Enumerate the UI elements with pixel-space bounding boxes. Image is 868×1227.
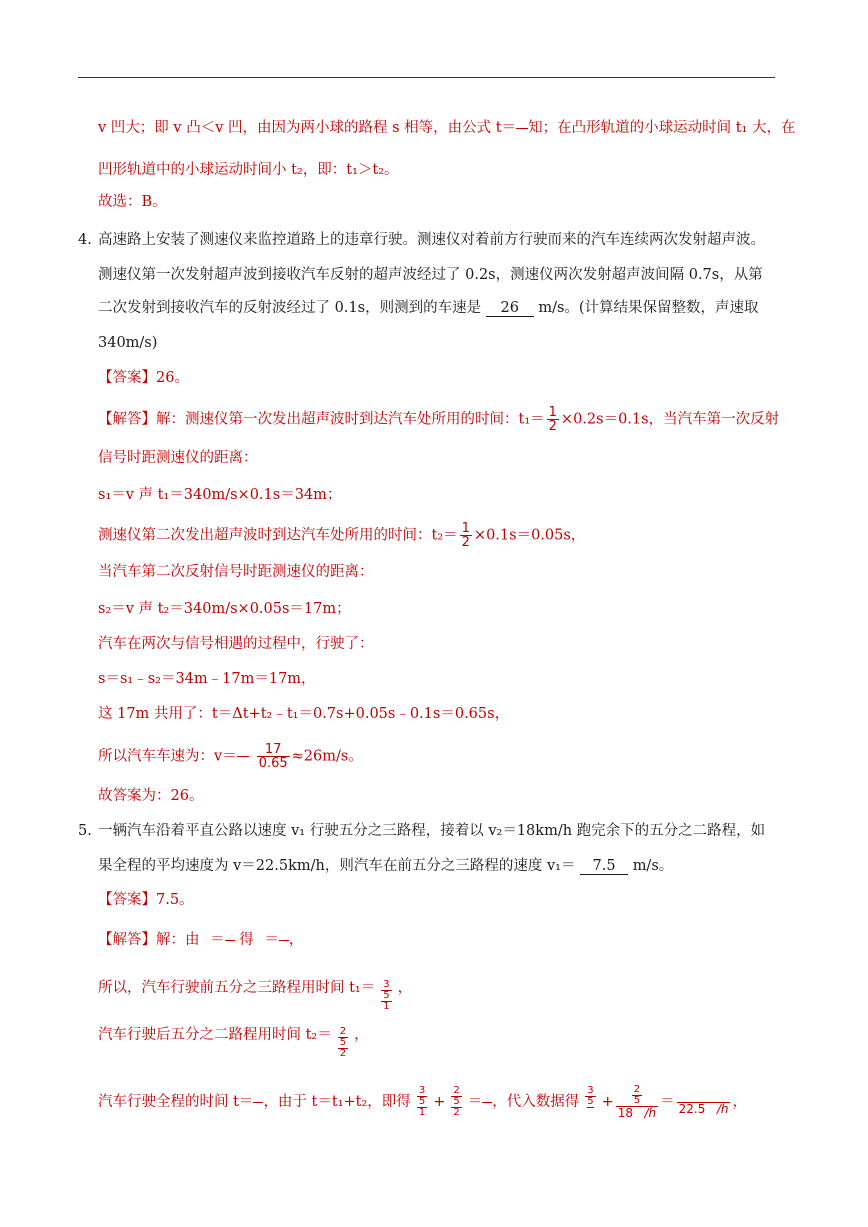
text: 测速仪第二次发出超声波时到达汽车处所用的时间：t₂＝ <box>98 527 458 544</box>
fraction-half: $\frac{1}{2}$ <box>548 405 557 434</box>
fraction-sub-1: $\frac{3}{5}$ <box>581 1086 599 1118</box>
q4-answer: 【答案】26。 <box>98 370 189 386</box>
text: ≈26m/s。 <box>291 748 363 765</box>
text: m/s。(计算结果保留整数，声速取 <box>538 300 759 316</box>
q5-solution-3: 汽车行驶后五分之二路程用时间 t₂＝ $\frac{\frac{2}{5}}{2}$ ， <box>98 1026 369 1059</box>
q4-solution-9: 这 17m 共用了：t＝Δt+t₂﹣t₁＝0.7s+0.05s﹣0.1s＝0.65s， <box>98 706 510 722</box>
fraction-t1: $\frac{\frac{3}{5}}{1}$ <box>383 979 390 1012</box>
q4-solution-4 <box>98 522 585 549</box>
q4-answer-blank: 26 <box>486 300 534 317</box>
q4-solution-3: s₁＝v 声 t₁＝340m/s×0.1s＝34m； <box>98 487 342 503</box>
text: 知；在凸形轨道的小球运动时间 t₁ 大，在 <box>528 120 796 136</box>
q5-solution-2: 所以，汽车行驶前五分之三路程用时间 t₁＝ $\frac{\frac{3}{5}}{1}$ ， <box>98 979 413 1012</box>
text: 【解答】解：由 <box>98 932 200 948</box>
q5-solution-1: 【解答】解：由 ＝ 得 ＝ ， <box>98 932 304 948</box>
q4-solution-8: s＝s₁﹣s₂＝34m﹣17m＝17m， <box>98 671 316 687</box>
q5-answer-blank: 7.5 <box>580 858 628 875</box>
fraction-sub-2: $\frac{\frac{2}{5}}{18 /h}$ <box>617 1084 657 1120</box>
q4-solution-7: 汽车在两次与信号相遇的过程中，行驶了： <box>98 636 374 652</box>
fraction-t2: $\frac{\frac{2}{5}}{2}$ <box>339 1026 347 1059</box>
q4-number: 4. <box>78 232 92 248</box>
q5-number: 5. <box>78 823 92 839</box>
q5-text-2 <box>98 856 673 876</box>
q4-text-1: 高速路上安装了测速仪来监控道路上的违章行驶。测速仪对着前方行驶而来的汽车连续两次发射超声波。 <box>98 232 765 248</box>
text: ，代入数据得 <box>492 1094 580 1110</box>
q4-text-4: 340m/s) <box>98 335 158 351</box>
header-rule <box>78 77 775 78</box>
q5-answer: 【答案】7.5。 <box>98 892 194 908</box>
fraction-speed: $\frac{17}{0.65}$ <box>258 742 288 771</box>
q5-text-1: 一辆汽车沿着平直公路以速度 v₁ 行驶五分之三路程，接着以 v₂＝18km/h 跑完余下的五分之二路程，如 <box>98 823 766 839</box>
text: m/s。 <box>632 858 674 874</box>
q4-solution-1 <box>98 406 779 433</box>
q4-text-3 <box>98 298 759 318</box>
q4-text-2: 测速仪第一次发射超声波到接收汽车反射的超声波经过了 0.2s，测速仪两次发射超声波间隔 0.7s，从第 <box>98 267 763 283</box>
q5-solution-4: 汽车行驶全程的时间 t＝ ，由于 t＝t₁+t₂，即得 $\frac{\frac{3}{5}}{1}$ + $\frac{\frac{2}{5}}{2}$ ＝ ，代入数据得 $\frac{3}{5}$ + $\frac{\frac{2}{5}}{18 /h}$ ＝ 22.5 /h ， <box>98 1084 747 1120</box>
text: ×0.2s＝0.1s，当汽车第一次反射 <box>560 411 780 428</box>
q3-conclusion: 故选：B。 <box>98 194 167 210</box>
text: 所以汽车车速为：v＝ <box>98 748 237 765</box>
text: v 凹大；即 v 凸＜v 凹，由因为两小球的路程 s 相等，由公式 t＝ <box>98 120 517 136</box>
fraction-sub-3: 22.5 /h <box>678 1101 729 1116</box>
q4-solution-5: 当汽车第二次反射信号时距测速仪的距离： <box>98 564 374 580</box>
text: 汽车行驶全程的时间 t＝ <box>98 1094 254 1110</box>
fraction-t2-term: $\frac{\frac{2}{5}}{2}$ <box>453 1085 460 1118</box>
text: 果全程的平均速度为 v＝22.5km/h，则汽车在前五分之三路程的速度 v₁＝ <box>98 858 576 874</box>
text: ，由于 t＝t₁+t₂，即得 <box>263 1094 411 1110</box>
text: ， <box>732 1094 747 1110</box>
q4-final-answer: 故答案为：26。 <box>98 788 204 804</box>
text: 【解答】解：测速仪第一次发出超声波时到达汽车处所用的时间：t₁＝ <box>98 411 545 428</box>
q4-solution-10 <box>98 743 363 770</box>
text: 汽车行驶后五分之二路程用时间 t₂＝ <box>98 1027 332 1043</box>
q4-solution-6: s₂＝v 声 t₂＝340m/s×0.05s＝17m； <box>98 601 351 617</box>
q4-solution-2: 信号时距测速仪的距离： <box>98 450 258 466</box>
fraction-half: $\frac{1}{2}$ <box>461 521 470 550</box>
text: ×0.1s＝0.05s， <box>473 527 586 544</box>
fraction-t1-term: $\frac{\frac{3}{5}}{1}$ <box>418 1085 426 1118</box>
q3-solution-line-1 <box>98 118 795 138</box>
text: 二次发射到接收汽车的反射波经过了 0.1s，则测到的车速是 <box>98 300 482 316</box>
text: 得 <box>239 932 254 948</box>
q3-solution-line-2: 凹形轨道中的小球运动时间小 t₂，即：t₁＞t₂。 <box>98 162 399 178</box>
text: 所以，汽车行驶前五分之三路程用时间 t₁＝ <box>98 980 376 996</box>
